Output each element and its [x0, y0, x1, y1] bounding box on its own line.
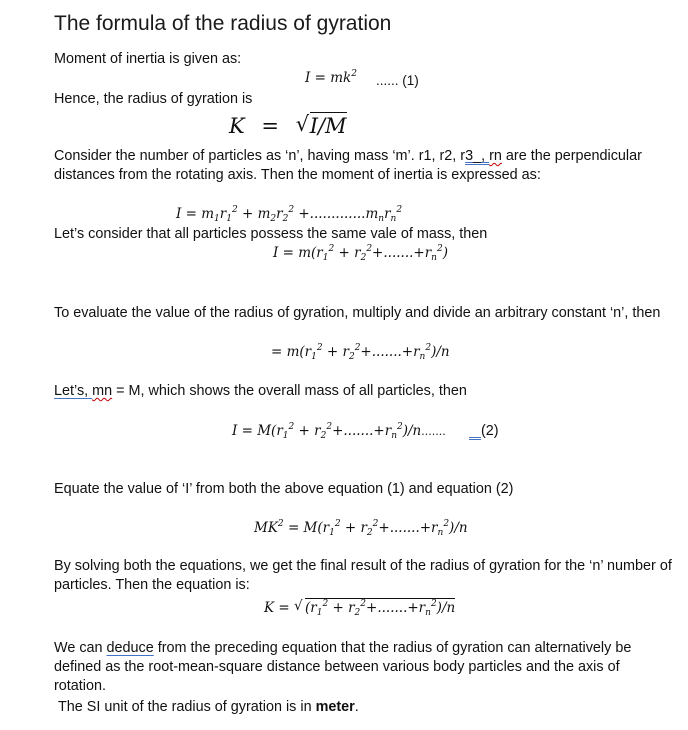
paragraph-solving: By solving both the equations, we get the final result of the radius of gyration for the ‘n’ number of particles. Then the equation is: — [54, 558, 672, 593]
equation-1: $I = mk^2$ — [305, 69, 357, 86]
eq1-exponent: 2 — [351, 69, 357, 79]
paragraph-total-mass: Let’s, mn = M, which shows the overall mass of all particles, then — [54, 383, 467, 399]
unit-meter: meter — [315, 699, 355, 715]
mn-spell: mn — [92, 383, 113, 399]
paragraph-same-mass: Let’s consider that all particles possess the same vale of mass, then — [54, 226, 488, 242]
eq1-lhs: I — [305, 70, 311, 86]
paragraph-particles: Consider the number of particles as ‘n’, having mass ‘m’. r1, r2, r3_, rn are the perpendicular — [54, 148, 642, 164]
deduce-underlined: deduce — [106, 640, 154, 656]
eq1-rhs: mk — [330, 70, 352, 86]
page-title: The formula of the radius of gyration — [54, 12, 392, 35]
equation-1-tag: ...... (1) — [376, 73, 419, 88]
eqk-equals: = — [261, 114, 279, 138]
equation-6: $MK^2 = M(r_1^2 + r_2^2+.......+r_n^2)/n$ — [254, 519, 468, 538]
lets-underlined: Let’s, — [54, 383, 89, 399]
eqk-radicand: I/M — [309, 114, 347, 138]
eqk-lhs: K — [229, 114, 245, 138]
paragraph-si-unit: The SI unit of the radius of gyration is in meter. — [58, 699, 359, 715]
r3-spell: 3 — [465, 148, 474, 164]
paragraph-evaluate: To evaluate the value of the radius of gyration, multiply and divide an arbitrary constant ‘n’, then — [54, 305, 661, 321]
paragraph-particles-line2: distances from the rotating axis. Then the moment of inertia is expressed as: — [54, 167, 541, 183]
equation-5: $I = M(r_1^2 + r_2^2+.......+r_n^2)/n$....... — [232, 422, 446, 441]
paragraph-equate: Equate the value of ‘I’ from both the above equation (1) and equation (2) — [54, 481, 514, 497]
equation-7: K = √ $(r_1^2 + r_2^2+.......+r_n^2)/n$ — [264, 600, 455, 616]
equation-4: = $m(r_1^2 + r_2^2+.......+r_n^2)/n$ — [271, 343, 450, 362]
equation-2: $I = m_1r_1^2 + m_2r_2^2 +.............m_nr_n^2$ — [176, 205, 403, 224]
equation-k — [229, 114, 347, 138]
paragraph-moment-intro: Moment of inertia is given as: — [54, 51, 242, 67]
equation-3: $I = m(r_1^2 + r_2^2+.......+r_n^2)$ — [273, 244, 448, 263]
paragraph-deduce: We can deduce from the preceding equation that the radius of gyration can alternatively be defined as the root-mean-square distance between various body particles and the axis of rotation. — [54, 640, 632, 694]
equation-5-tag: (2) — [481, 423, 499, 439]
paragraph-radius-intro: Hence, the radius of gyration is — [54, 91, 253, 107]
rn-spell: rn — [489, 148, 502, 164]
